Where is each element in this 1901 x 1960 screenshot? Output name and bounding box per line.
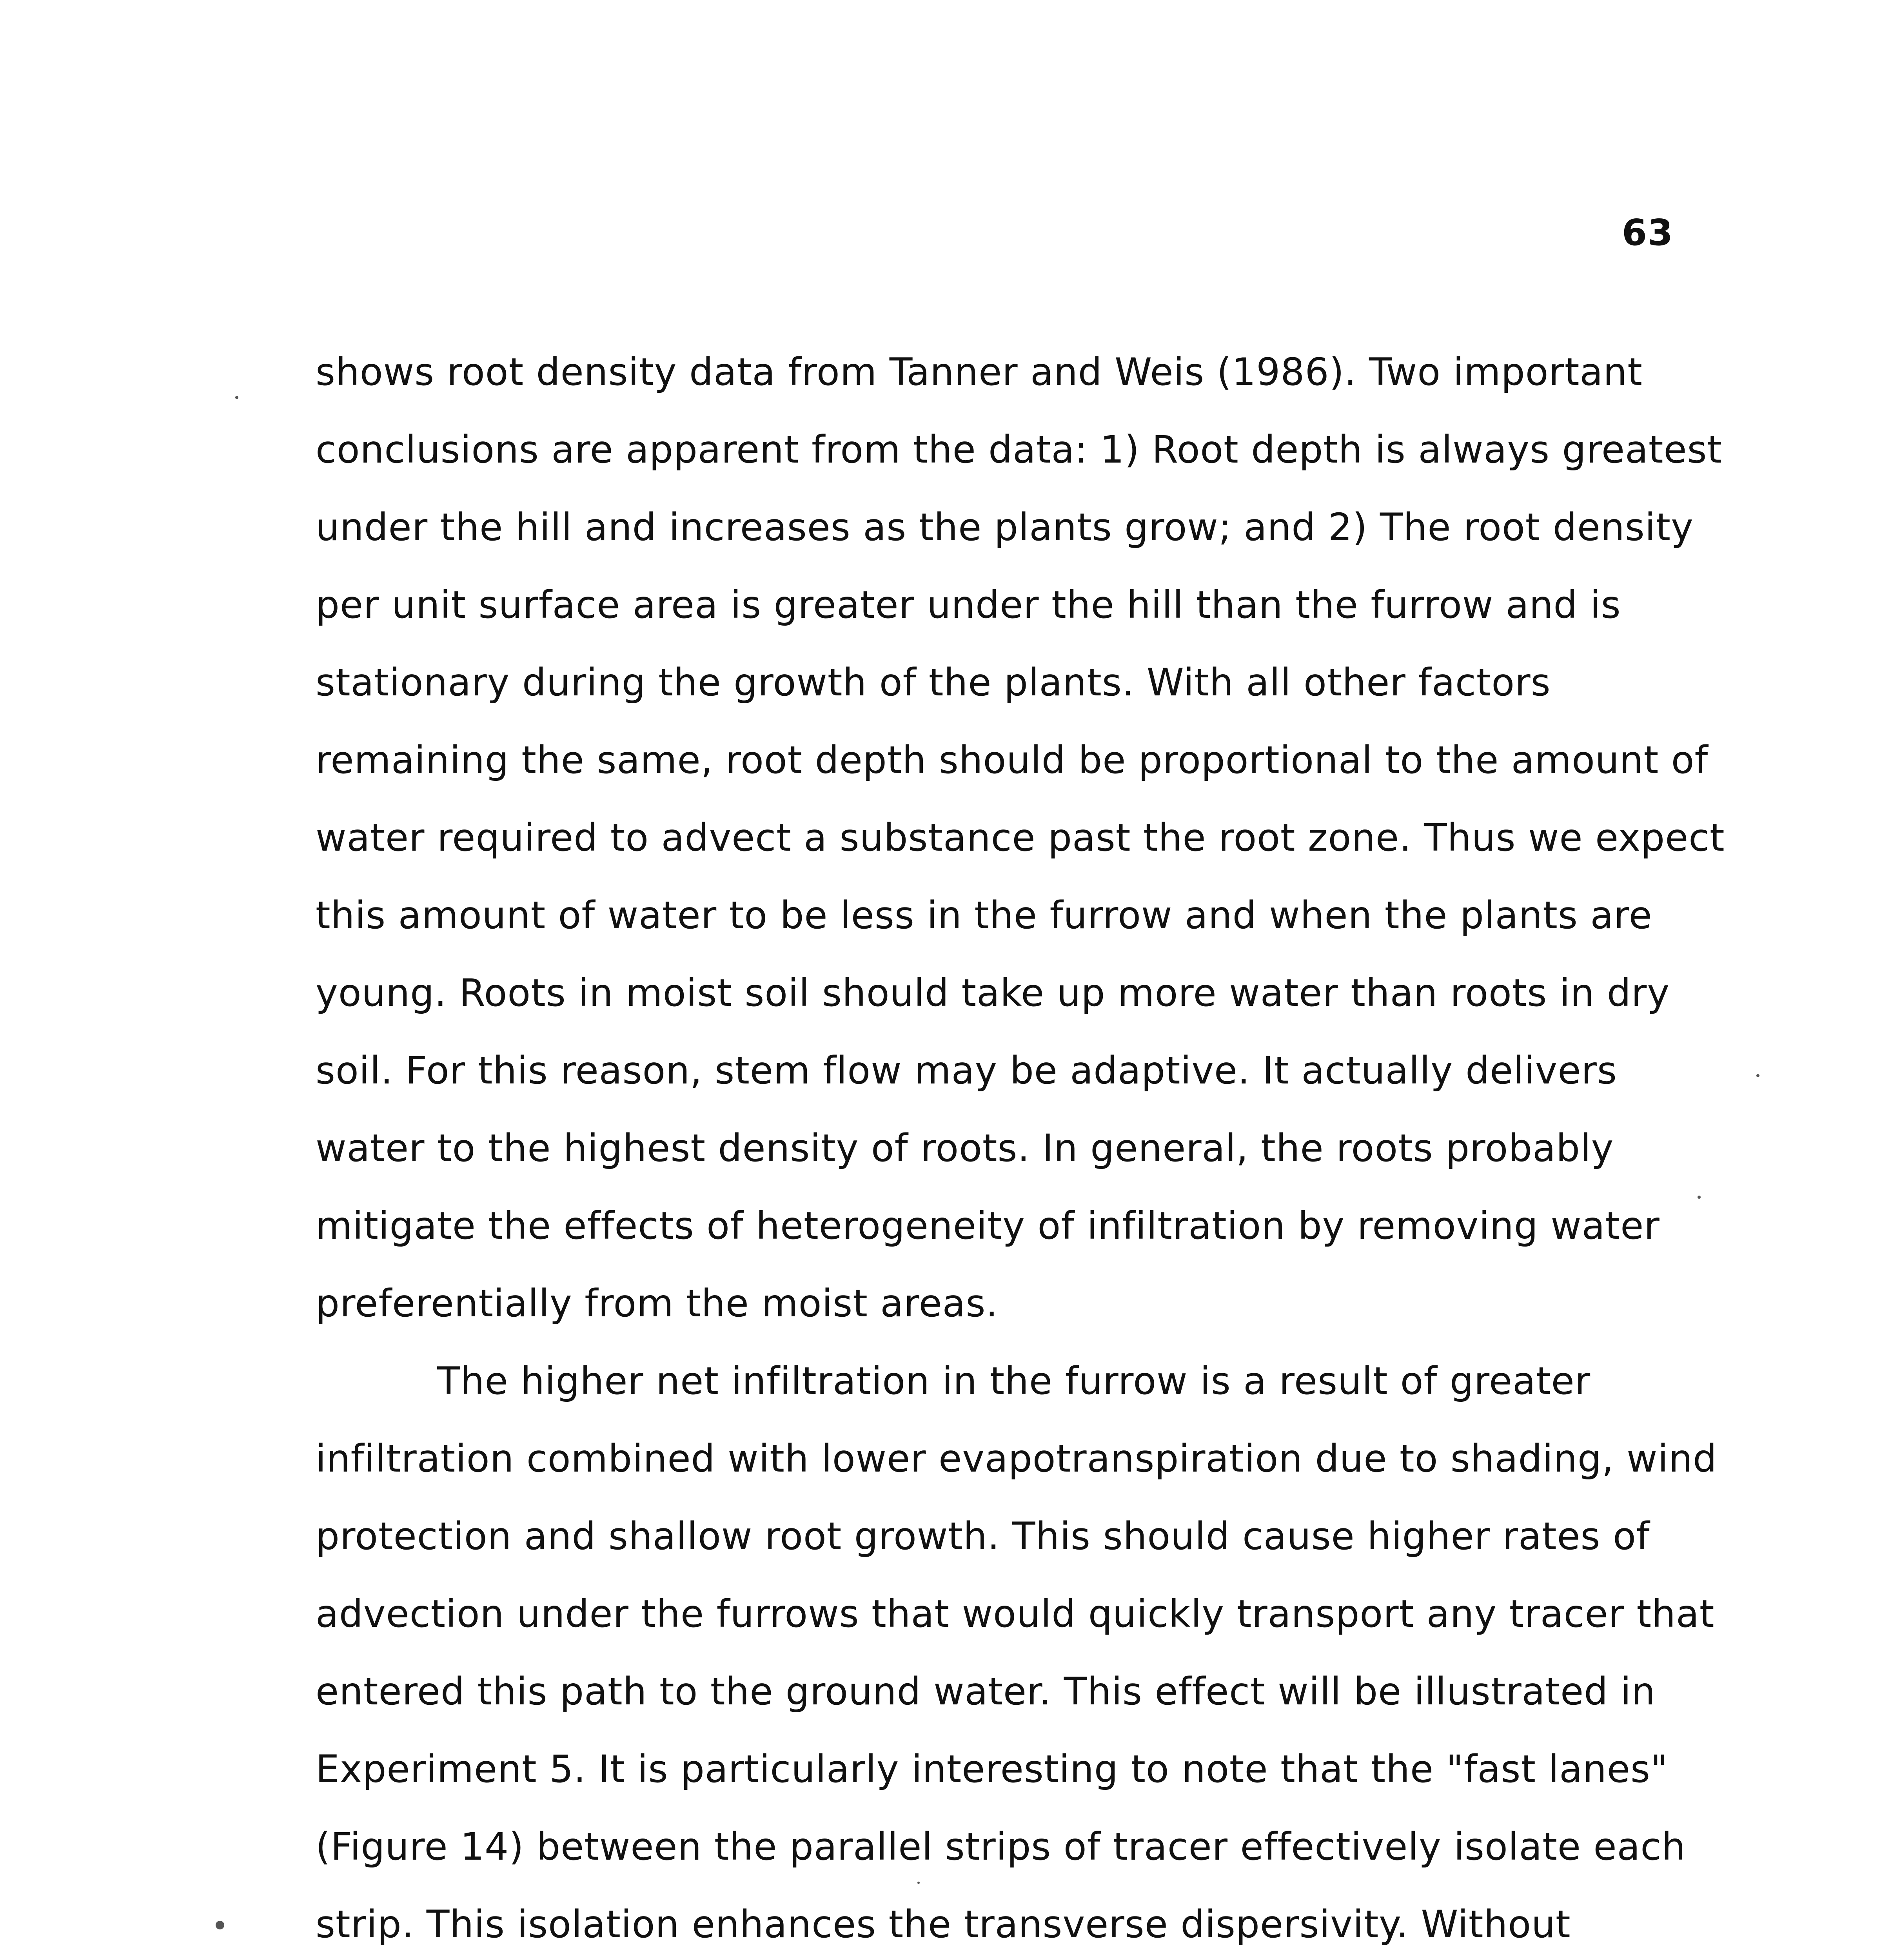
scan-speck bbox=[216, 1921, 224, 1929]
text-line: per unit surface area is greater under the hill than the furrow and is bbox=[316, 583, 1621, 627]
paragraph-1 bbox=[316, 333, 1727, 1342]
text-line: advection under the furrows that would quickly transport any tracer that bbox=[316, 1592, 1715, 1636]
text-line: infiltration combined with lower evapotranspiration due to shading, wind bbox=[316, 1437, 1717, 1481]
scan-speck bbox=[235, 396, 238, 399]
text-line: The higher net infiltration in the furrow is a result of greater bbox=[437, 1359, 1591, 1403]
text-line: entered this path to the ground water. This effect will be illustrated in bbox=[316, 1670, 1656, 1713]
text-line: conclusions are apparent from the data: 1) Root depth is always greatest bbox=[316, 428, 1723, 472]
scan-speck bbox=[1756, 1074, 1759, 1077]
text-line: under the hill and increases as the plants grow; and 2) The root density bbox=[316, 505, 1694, 549]
text-line: (Figure 14) between the parallel strips of tracer effectively isolate each bbox=[316, 1825, 1686, 1869]
scan-speck bbox=[1698, 1196, 1701, 1199]
text-line: mitigate the effects of heterogeneity of infiltration by removing water bbox=[316, 1204, 1660, 1248]
text-line: strip. This isolation enhances the transverse dispersivity. Without bbox=[316, 1902, 1571, 1946]
text-line: this amount of water to be less in the furrow and when the plants are bbox=[316, 893, 1652, 937]
text-line: soil. For this reason, stem flow may be adaptive. It actually delivers bbox=[316, 1049, 1617, 1093]
paragraph-2 bbox=[316, 1342, 1727, 1960]
text-line: protection and shallow root growth. This should cause higher rates of bbox=[316, 1514, 1650, 1558]
scan-speck bbox=[917, 1882, 920, 1884]
text-line: water required to advect a substance past the root zone. Thus we expect bbox=[316, 816, 1725, 860]
text-line: preferentially from the moist areas. bbox=[316, 1281, 998, 1325]
text-line: water to the highest density of roots. In general, the roots probably bbox=[316, 1126, 1614, 1170]
text-line: Experiment 5. It is particularly interesting to note that the "fast lanes" bbox=[316, 1747, 1669, 1791]
body-text bbox=[316, 333, 1727, 1960]
text-line: stationary during the growth of the plants. With all other factors bbox=[316, 661, 1551, 704]
text-line: shows root density data from Tanner and Weis (1986). Two important bbox=[316, 350, 1643, 394]
page-number: 63 bbox=[1621, 212, 1674, 254]
text-line: remaining the same, root depth should be proportional to the amount of bbox=[316, 738, 1709, 782]
text-line: young. Roots in moist soil should take up more water than roots in dry bbox=[316, 971, 1670, 1015]
